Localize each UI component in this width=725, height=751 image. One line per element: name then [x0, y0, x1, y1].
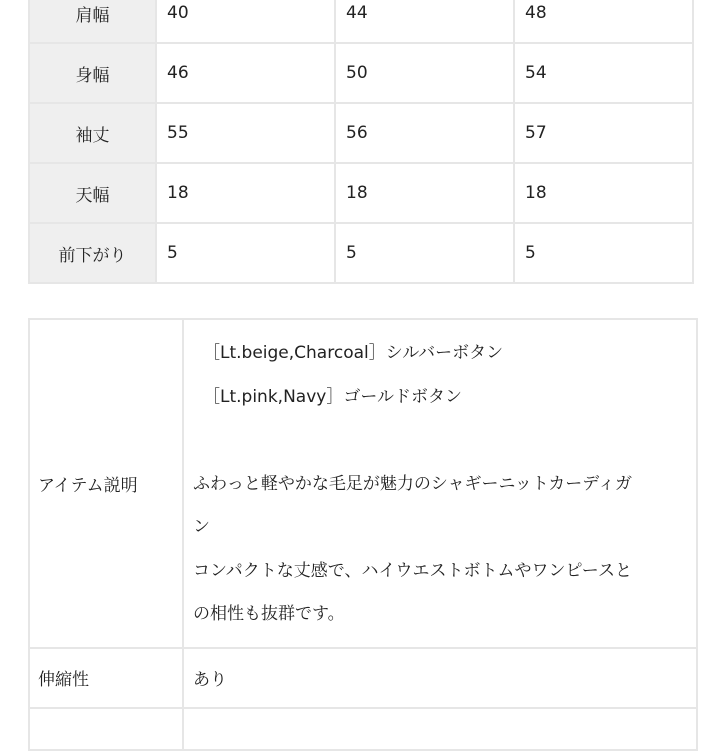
table-row [29, 0, 693, 43]
description-line: コンパクトな丈感で、ハイウエストボトムやワンピースと [193, 560, 632, 581]
size-cell: 56 [335, 103, 514, 163]
size-cell: 46 [156, 43, 335, 103]
table-row [29, 103, 693, 163]
description-line: ［Lt.beige,Charcoal］シルバーボタン [203, 343, 504, 363]
size-row-label: 袖丈 [29, 103, 156, 163]
description-line: の相性も抜群です。 [193, 604, 345, 624]
table-row-stretch [29, 648, 697, 708]
size-cell: 18 [335, 163, 514, 223]
stretch-label: 伸縮性 [29, 648, 183, 708]
size-cell: 18 [156, 163, 335, 223]
size-cell: 5 [335, 223, 514, 283]
item-description-value [183, 319, 697, 648]
description-line [193, 419, 696, 463]
spec-table [28, 318, 698, 751]
empty-label-cell [29, 708, 183, 750]
item-description-label: アイテム説明 [29, 319, 183, 648]
size-cell: 18 [514, 163, 693, 223]
table-row [29, 223, 693, 283]
size-cell: 40 [156, 0, 335, 43]
size-cell: 5 [156, 223, 335, 283]
description-line: ン [193, 517, 210, 537]
size-row-label: 肩幅 [29, 0, 156, 43]
table-row [29, 708, 697, 750]
size-cell: 50 [335, 43, 514, 103]
size-cell: 48 [514, 0, 693, 43]
table-row [29, 163, 693, 223]
description-line: ［Lt.pink,Navy］ゴールドボタン [203, 386, 462, 407]
stretch-value: あり [183, 648, 697, 708]
empty-value-cell [183, 708, 697, 750]
size-cell: 55 [156, 103, 335, 163]
size-row-label: 身幅 [29, 43, 156, 103]
table-row-item-description [29, 319, 697, 648]
size-row-label: 天幅 [29, 163, 156, 223]
size-cell: 5 [514, 223, 693, 283]
size-cell: 54 [514, 43, 693, 103]
table-row [29, 43, 693, 103]
size-cell: 44 [335, 0, 514, 43]
size-cell: 57 [514, 103, 693, 163]
size-row-label: 前下がり [29, 223, 156, 283]
size-table [28, 0, 694, 284]
description-line: ふわっと軽やかな毛足が魅力のシャギーニットカーディガ [193, 473, 632, 494]
